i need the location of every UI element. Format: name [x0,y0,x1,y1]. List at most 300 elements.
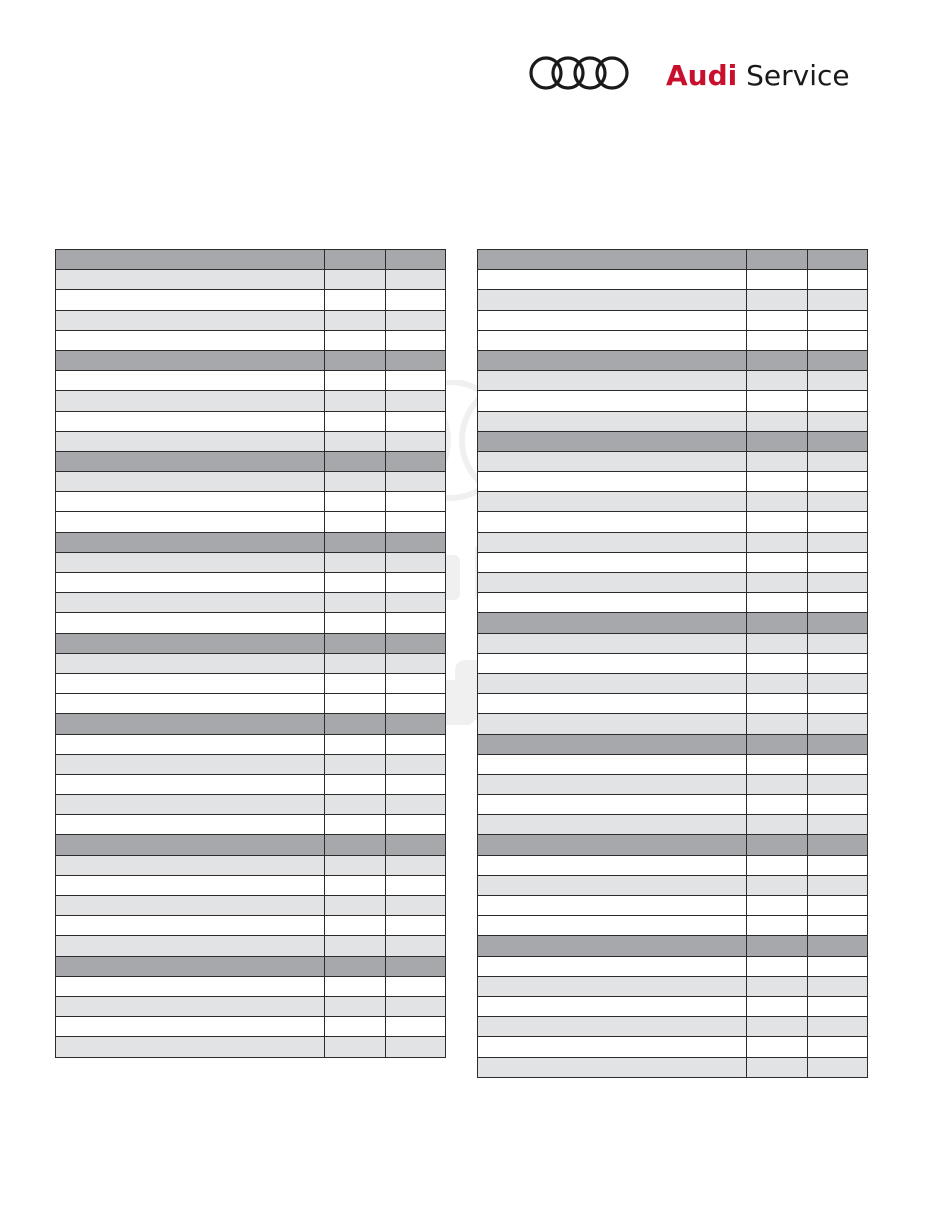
table-cell-value-2 [386,673,446,693]
table-cell-value-1 [325,431,386,451]
table-cell-value-1 [747,250,808,270]
table-row [56,270,446,290]
table-row [478,391,868,411]
table-cell-value-2 [808,451,868,471]
table-row [478,371,868,391]
table-cell-value-2 [808,593,868,613]
table-cell-description [56,815,325,835]
table-cell-description [56,330,325,350]
table-cell-value-2 [386,956,446,976]
table-cell-value-1 [747,633,808,653]
table-cell-value-2 [808,1057,868,1077]
table-row [56,472,446,492]
table-cell-value-2 [386,1037,446,1057]
table-cell-description [56,936,325,956]
table-row [56,492,446,512]
table-cell-value-2 [386,593,446,613]
table-row [56,694,446,714]
table-cell-description [56,896,325,916]
table-cell-value-1 [325,875,386,895]
table-cell-value-1 [325,633,386,653]
table-cell-value-2 [386,250,446,270]
table-cell-value-1 [325,310,386,330]
table-cell-value-2 [808,976,868,996]
table-cell-value-2 [808,270,868,290]
table-row [478,492,868,512]
table-cell-value-1 [325,996,386,1016]
table-cell-value-2 [808,250,868,270]
table-cell-value-1 [325,290,386,310]
table-cell-value-1 [747,492,808,512]
table-cell-value-1 [747,694,808,714]
parts-table-left-body [56,250,446,1058]
table-section-row [478,250,868,270]
table-row [478,754,868,774]
table-cell-value-1 [325,593,386,613]
table-section-row [56,633,446,653]
table-row [478,573,868,593]
table-cell-description [478,350,747,370]
table-cell-description [56,532,325,552]
table-row [56,512,446,532]
table-cell-value-1 [747,552,808,572]
table-row [56,734,446,754]
table-cell-description [56,855,325,875]
table-row [56,976,446,996]
table-cell-value-1 [325,936,386,956]
table-row [56,593,446,613]
table-cell-value-2 [808,936,868,956]
table-cell-value-2 [808,896,868,916]
table-cell-value-2 [386,492,446,512]
table-cell-value-1 [747,350,808,370]
table-cell-value-2 [808,492,868,512]
table-cell-value-2 [386,532,446,552]
table-cell-value-1 [325,653,386,673]
table-row [478,673,868,693]
table-cell-description [478,613,747,633]
table-cell-description [478,290,747,310]
parts-table-left [55,249,446,1058]
table-cell-value-1 [747,573,808,593]
parts-table-right [477,249,868,1078]
table-cell-value-1 [747,875,808,895]
table-cell-description [478,774,747,794]
table-cell-description [56,573,325,593]
table-cell-description [56,371,325,391]
table-row [478,714,868,734]
table-cell-value-1 [747,795,808,815]
table-cell-description [56,472,325,492]
table-cell-value-2 [386,875,446,895]
table-cell-description [478,512,747,532]
table-cell-value-1 [325,1017,386,1037]
table-cell-description [56,391,325,411]
table-cell-description [478,936,747,956]
table-section-row [56,714,446,734]
table-row [56,855,446,875]
table-cell-value-1 [325,451,386,471]
table-section-row [56,250,446,270]
table-cell-value-1 [747,270,808,290]
table-cell-value-1 [747,653,808,673]
table-cell-value-2 [808,371,868,391]
table-cell-description [56,593,325,613]
table-cell-description [478,996,747,1016]
table-cell-value-2 [386,431,446,451]
table-cell-value-2 [808,411,868,431]
table-section-row [56,835,446,855]
table-cell-value-2 [808,774,868,794]
table-cell-value-2 [808,795,868,815]
table-cell-value-1 [747,936,808,956]
parts-table-right-body [478,250,868,1078]
table-cell-value-2 [808,391,868,411]
table-row [478,593,868,613]
table-row [56,391,446,411]
table-cell-description [478,653,747,673]
table-cell-description [56,250,325,270]
table-cell-value-2 [808,815,868,835]
table-cell-value-1 [747,371,808,391]
table-cell-value-2 [386,290,446,310]
table-cell-value-1 [325,714,386,734]
table-section-row [478,835,868,855]
table-cell-value-2 [386,976,446,996]
table-section-row [478,734,868,754]
table-row [478,815,868,835]
table-cell-description [478,855,747,875]
table-cell-description [478,815,747,835]
table-cell-value-2 [386,653,446,673]
table-cell-description [56,350,325,370]
table-cell-value-1 [325,350,386,370]
table-cell-value-1 [325,1037,386,1057]
table-cell-value-2 [386,512,446,532]
table-row [56,936,446,956]
table-cell-value-2 [386,855,446,875]
table-cell-value-2 [386,270,446,290]
table-cell-value-1 [747,916,808,936]
table-cell-description [478,472,747,492]
table-cell-description [56,956,325,976]
table-cell-description [478,451,747,471]
table-cell-value-1 [747,532,808,552]
table-cell-value-2 [386,350,446,370]
table-row [56,573,446,593]
table-cell-value-1 [747,391,808,411]
table-cell-value-1 [325,694,386,714]
table-row [56,330,446,350]
table-row [56,411,446,431]
table-cell-description [478,754,747,774]
table-row [478,512,868,532]
table-cell-description [56,1017,325,1037]
table-cell-value-1 [747,754,808,774]
table-row [478,694,868,714]
table-cell-value-2 [808,855,868,875]
table-cell-value-2 [386,795,446,815]
table-cell-description [478,633,747,653]
table-cell-description [478,270,747,290]
table-section-row [478,613,868,633]
table-cell-description [56,835,325,855]
table-section-row [478,350,868,370]
table-cell-description [478,916,747,936]
table-row [56,815,446,835]
table-cell-description [56,653,325,673]
table-cell-value-2 [386,573,446,593]
table-cell-description [478,734,747,754]
table-section-row [478,936,868,956]
table-cell-description [56,613,325,633]
table-row [56,1017,446,1037]
table-cell-value-2 [386,1017,446,1037]
table-cell-value-1 [325,411,386,431]
table-cell-value-2 [386,411,446,431]
table-cell-value-2 [386,391,446,411]
table-row [56,896,446,916]
table-row [478,956,868,976]
table-row [56,774,446,794]
table-cell-value-1 [747,411,808,431]
table-cell-value-2 [808,996,868,1016]
table-cell-description [56,714,325,734]
table-cell-value-1 [325,815,386,835]
table-cell-description [478,532,747,552]
table-row [56,310,446,330]
table-cell-value-1 [747,996,808,1016]
table-row [478,916,868,936]
brand-primary: Audi [666,59,738,92]
table-cell-value-1 [325,835,386,855]
table-cell-value-1 [325,492,386,512]
table-cell-value-2 [808,310,868,330]
table-row [478,411,868,431]
table-row [478,976,868,996]
table-cell-description [478,492,747,512]
table-cell-value-2 [808,532,868,552]
table-cell-value-1 [747,855,808,875]
table-row [56,673,446,693]
table-row [56,754,446,774]
table-cell-value-2 [386,714,446,734]
table-cell-value-2 [386,936,446,956]
table-cell-value-2 [808,653,868,673]
table-row [478,795,868,815]
table-cell-description [56,451,325,471]
table-cell-description [478,1037,747,1057]
table-cell-value-1 [747,734,808,754]
table-cell-value-2 [808,552,868,572]
table-cell-value-1 [747,472,808,492]
table-cell-description [56,492,325,512]
table-cell-value-1 [325,795,386,815]
table-cell-description [478,573,747,593]
table-row [56,996,446,1016]
table-section-row [56,451,446,471]
table-cell-description [478,330,747,350]
table-cell-value-2 [808,573,868,593]
table-cell-value-1 [747,774,808,794]
table-row [478,653,868,673]
table-cell-description [478,714,747,734]
table-cell-description [478,875,747,895]
table-cell-value-2 [386,310,446,330]
table-cell-value-1 [325,673,386,693]
table-row [478,472,868,492]
table-cell-value-2 [808,754,868,774]
table-cell-description [478,694,747,714]
table-cell-value-1 [325,734,386,754]
table-cell-description [478,310,747,330]
table-cell-description [56,673,325,693]
table-cell-value-2 [808,734,868,754]
table-row [478,290,868,310]
table-cell-description [56,270,325,290]
table-cell-description [478,896,747,916]
table-row [56,795,446,815]
table-cell-description [56,996,325,1016]
table-cell-value-1 [747,714,808,734]
table-cell-value-2 [808,835,868,855]
table-cell-value-1 [747,431,808,451]
table-cell-value-2 [808,613,868,633]
table-cell-description [478,673,747,693]
table-cell-value-1 [325,472,386,492]
table-cell-value-1 [747,956,808,976]
table-cell-description [478,411,747,431]
table-cell-value-1 [747,835,808,855]
table-cell-value-1 [747,330,808,350]
table-cell-value-2 [808,431,868,451]
table-cell-description [56,633,325,653]
table-cell-description [56,734,325,754]
table-cell-value-1 [325,956,386,976]
table-cell-value-2 [386,916,446,936]
table-cell-value-2 [386,815,446,835]
table-cell-value-1 [325,371,386,391]
table-cell-value-1 [325,532,386,552]
table-cell-description [478,956,747,976]
table-cell-description [478,431,747,451]
table-cell-value-1 [325,754,386,774]
audi-rings-icon [528,55,632,91]
table-cell-value-1 [747,290,808,310]
table-cell-value-1 [747,976,808,996]
table-cell-value-2 [808,633,868,653]
table-row [478,270,868,290]
table-cell-value-1 [747,613,808,633]
table-cell-value-1 [747,310,808,330]
table-row [478,552,868,572]
table-cell-value-1 [747,593,808,613]
table-cell-value-2 [386,754,446,774]
table-cell-value-2 [386,734,446,754]
table-cell-value-2 [808,350,868,370]
table-row [56,1037,446,1057]
table-row [478,896,868,916]
table-cell-description [56,1037,325,1057]
table-row [478,996,868,1016]
table-cell-description [56,916,325,936]
table-cell-value-2 [808,916,868,936]
table-cell-description [478,795,747,815]
table-cell-description [56,976,325,996]
brand-title [666,58,850,94]
table-cell-value-1 [747,896,808,916]
table-cell-description [56,774,325,794]
table-cell-value-2 [386,371,446,391]
table-cell-value-2 [808,1037,868,1057]
table-row [478,1057,868,1077]
table-cell-value-2 [386,996,446,1016]
table-cell-value-1 [325,774,386,794]
table-row [56,613,446,633]
table-row [56,290,446,310]
table-cell-description [56,694,325,714]
table-cell-value-2 [386,774,446,794]
table-cell-value-1 [325,855,386,875]
table-cell-value-2 [386,330,446,350]
table-cell-description [56,552,325,572]
table-cell-value-2 [808,512,868,532]
table-cell-value-1 [747,451,808,471]
table-cell-value-2 [386,835,446,855]
table-cell-value-2 [386,552,446,572]
table-cell-description [56,310,325,330]
table-cell-description [478,250,747,270]
table-row [478,774,868,794]
table-cell-description [56,431,325,451]
table-cell-value-1 [325,512,386,532]
table-row [478,330,868,350]
table-cell-description [478,976,747,996]
table-cell-value-1 [325,552,386,572]
table-cell-value-1 [747,1017,808,1037]
table-row [478,1037,868,1057]
table-cell-description [56,754,325,774]
table-section-row [56,532,446,552]
table-row [478,451,868,471]
table-cell-description [56,875,325,895]
table-cell-value-2 [808,1017,868,1037]
table-cell-value-2 [386,896,446,916]
table-cell-value-2 [808,875,868,895]
table-cell-value-1 [747,512,808,532]
table-cell-value-2 [808,956,868,976]
table-cell-value-2 [808,714,868,734]
table-row [478,1017,868,1037]
table-cell-value-1 [325,330,386,350]
table-row [56,552,446,572]
table-row [56,653,446,673]
table-cell-value-2 [808,673,868,693]
table-row [56,371,446,391]
table-cell-value-2 [808,290,868,310]
table-cell-description [478,835,747,855]
table-cell-value-1 [747,1057,808,1077]
table-cell-description [478,371,747,391]
table-cell-value-1 [747,815,808,835]
table-cell-description [56,795,325,815]
table-row [478,855,868,875]
table-cell-value-2 [808,330,868,350]
table-section-row [478,431,868,451]
table-section-row [56,956,446,976]
table-cell-value-2 [808,694,868,714]
table-cell-description [478,552,747,572]
